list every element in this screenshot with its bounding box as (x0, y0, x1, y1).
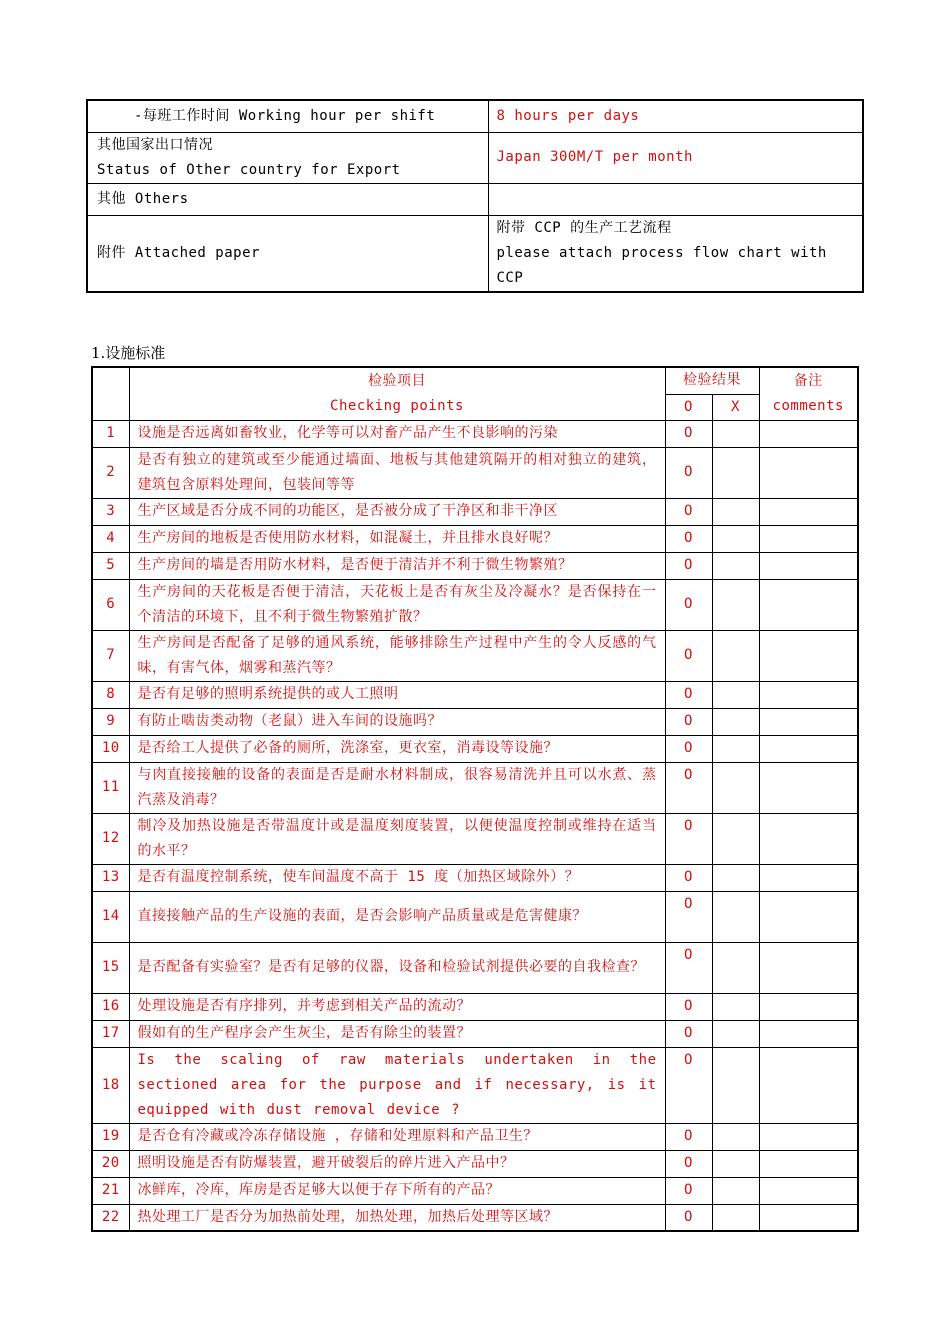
row-result-o: O (665, 630, 712, 681)
header-comments-cn: 备注 (793, 372, 823, 389)
row-number: 16 (92, 993, 129, 1020)
checklist-row (92, 630, 858, 681)
info-row-attached-paper (87, 215, 863, 292)
row-checking-point: 直接接触产品的生产设施的表面，是否会影响产品质量或是危害健康？ (129, 891, 665, 942)
row-checking-point: 生产房间是否配备了足够的通风系统，能够排除生产过程中产生的令人反感的气味，有害气体，烟雾和蒸汽等？ (129, 630, 665, 681)
row-result-x (712, 525, 759, 552)
row-checking-point: 是否配备有实验室？是否有足够的仪器，设备和检验试剂提供必要的自我检查？ (129, 942, 665, 993)
row-comment (759, 891, 858, 942)
header-result-o: O (665, 394, 712, 420)
row-result-x (712, 552, 759, 579)
header-comments (759, 367, 858, 420)
checklist-row (92, 1047, 858, 1123)
row-comment (759, 1020, 858, 1047)
row-result-o: O (665, 1123, 712, 1150)
row-comment (759, 498, 858, 525)
row-number: 6 (92, 579, 129, 630)
checklist-row (92, 1150, 858, 1177)
row-number: 21 (92, 1177, 129, 1204)
row-result-x (712, 762, 759, 813)
row-number: 14 (92, 891, 129, 942)
row-number: 4 (92, 525, 129, 552)
info-value-others (488, 183, 863, 215)
row-comment (759, 813, 858, 864)
info-label-export-status-en: Status of Other country for Export (97, 161, 401, 178)
row-number: 7 (92, 630, 129, 681)
row-checking-point: 冰鲜库，冷库，库房是否足够大以便于存下所有的产品？ (129, 1177, 665, 1204)
row-checking-point: 是否有足够的照明系统提供的或人工照明 (129, 681, 665, 708)
checklist-row (92, 447, 858, 498)
row-result-o: O (665, 552, 712, 579)
row-number: 12 (92, 813, 129, 864)
row-number: 10 (92, 735, 129, 762)
row-result-o: O (665, 681, 712, 708)
row-checking-point: 有防止啮齿类动物（老鼠）进入车间的设施吗？ (129, 708, 665, 735)
row-result-o: O (665, 1047, 712, 1123)
row-result-x (712, 1204, 759, 1231)
header-comments-en: comments (772, 397, 844, 414)
row-result-x (712, 813, 759, 864)
row-comment (759, 420, 858, 447)
checklist-row (92, 942, 858, 993)
attached-paper-cn: 附带 CCP 的生产工艺流程 (496, 219, 672, 236)
row-checking-point: 生产房间的天花板是否便于清洁，天花板上是否有灰尘及冷凝水？是否保持在一个清洁的环境下，且不利于微生物繁殖扩散？ (129, 579, 665, 630)
row-result-x (712, 1123, 759, 1150)
row-comment (759, 993, 858, 1020)
row-result-x (712, 891, 759, 942)
header-result: 检验结果 (665, 367, 759, 394)
row-checking-point: 是否有独立的建筑或至少能通过墙面、地板与其他建筑隔开的相对独立的建筑，建筑包含原料处理间，包装间等等 (129, 447, 665, 498)
info-row-others (87, 183, 863, 215)
row-comment (759, 579, 858, 630)
row-comment (759, 1150, 858, 1177)
row-result-x (712, 708, 759, 735)
row-number: 22 (92, 1204, 129, 1231)
row-checking-point: 制冷及加热设施是否带温度计或是温度刻度装置，以便使温度控制或维持在适当的水平？ (129, 813, 665, 864)
header-result-x: X (712, 394, 759, 420)
info-label-working-hours: -每班工作时间 Working hour per shift (87, 100, 488, 132)
row-checking-point: 照明设施是否有防爆装置，避开破裂后的碎片进入产品中？ (129, 1150, 665, 1177)
row-result-x (712, 942, 759, 993)
row-result-o: O (665, 891, 712, 942)
row-result-o: O (665, 1020, 712, 1047)
checklist-row (92, 681, 858, 708)
row-number: 9 (92, 708, 129, 735)
row-comment (759, 1047, 858, 1123)
row-number: 13 (92, 864, 129, 891)
row-comment (759, 735, 858, 762)
row-comment (759, 525, 858, 552)
checklist-row (92, 762, 858, 813)
row-number: 1 (92, 420, 129, 447)
row-result-x (712, 1047, 759, 1123)
header-checking-points (129, 367, 665, 420)
row-result-o: O (665, 762, 712, 813)
row-result-x (712, 864, 759, 891)
row-comment (759, 630, 858, 681)
checklist-row (92, 864, 858, 891)
row-checking-point: 是否有温度控制系统，使车间温度不高于 15 度（加热区域除外）？ (129, 864, 665, 891)
checklist-row (92, 1177, 858, 1204)
info-value-export-status: Japan 300M/T per month (488, 132, 863, 183)
row-comment (759, 681, 858, 708)
info-label-export-status (87, 132, 488, 183)
row-checking-point: 是否给工人提供了必备的厕所，洗涤室，更衣室，消毒设等设施？ (129, 735, 665, 762)
row-result-o: O (665, 813, 712, 864)
row-number: 17 (92, 1020, 129, 1047)
row-result-x (712, 447, 759, 498)
row-checking-point: 热处理工厂是否分为加热前处理，加热处理，加热后处理等区域？ (129, 1204, 665, 1231)
info-row-export-status (87, 132, 863, 183)
header-number-cell (92, 367, 129, 420)
row-comment (759, 552, 858, 579)
section-title: 1.设施标准 (91, 344, 166, 362)
row-result-o: O (665, 864, 712, 891)
checklist-row (92, 552, 858, 579)
row-number: 19 (92, 1123, 129, 1150)
row-checking-point: 生产房间的地板是否使用防水材料，如混凝土，并且排水良好呢？ (129, 525, 665, 552)
row-result-x (712, 498, 759, 525)
row-checking-point: 设施是否远离如畜牧业，化学等可以对畜产品产生不良影响的污染 (129, 420, 665, 447)
info-value-working-hours: 8 hours per days (488, 100, 863, 132)
row-comment (759, 942, 858, 993)
checklist-row (92, 579, 858, 630)
row-comment (759, 1177, 858, 1204)
checklist-row (92, 708, 858, 735)
checklist-row (92, 1123, 858, 1150)
row-result-x (712, 420, 759, 447)
row-result-x (712, 993, 759, 1020)
checklist-row (92, 1020, 858, 1047)
row-result-o: O (665, 1150, 712, 1177)
row-comment (759, 447, 858, 498)
row-comment (759, 708, 858, 735)
row-number: 20 (92, 1150, 129, 1177)
row-checking-point: 生产房间的墙是否用防水材料，是否便于清洁并不利于微生物繁殖？ (129, 552, 665, 579)
info-label-others: 其他 Others (87, 183, 488, 215)
info-label-attached-paper: 附件 Attached paper (87, 215, 488, 292)
row-result-o: O (665, 447, 712, 498)
row-checking-point: 假如有的生产程序会产生灰尘，是否有除尘的装置？ (129, 1020, 665, 1047)
row-number: 8 (92, 681, 129, 708)
row-result-x (712, 630, 759, 681)
row-checking-point: 与肉直接接触的设备的表面是否是耐水材料制成，很容易清洗并且可以水煮、蒸汽蒸及消毒？ (129, 762, 665, 813)
checklist-row (92, 891, 858, 942)
checklist-row (92, 420, 858, 447)
row-checking-point: 生产区域是否分成不同的功能区，是否被分成了干净区和非干净区 (129, 498, 665, 525)
checklist-row (92, 525, 858, 552)
checklist-row (92, 1204, 858, 1231)
row-result-o: O (665, 525, 712, 552)
header-checking-points-cn: 检验项目 (368, 372, 426, 389)
row-checking-point: 处理设施是否有序排列，并考虑到相关产品的流动？ (129, 993, 665, 1020)
row-result-o: O (665, 1204, 712, 1231)
info-row-working-hours (87, 100, 863, 132)
attached-paper-en-2: CCP (496, 269, 524, 286)
row-result-o: O (665, 498, 712, 525)
row-result-o: O (665, 942, 712, 993)
row-comment (759, 762, 858, 813)
row-checking-point: Is the scaling of raw materials undertaken in the sectioned area for the purpose and if necessary, is it equipped with dust removal device ? (129, 1047, 665, 1123)
row-number: 11 (92, 762, 129, 813)
row-number: 18 (92, 1047, 129, 1123)
row-result-x (712, 1177, 759, 1204)
checklist-row (92, 993, 858, 1020)
row-result-o: O (665, 579, 712, 630)
checklist-row (92, 498, 858, 525)
checklist-header-row-1 (92, 367, 858, 394)
row-result-o: O (665, 1177, 712, 1204)
attached-paper-en-1: please attach process flow chart with (496, 244, 827, 261)
checklist-row (92, 735, 858, 762)
header-checking-points-en: Checking points (330, 397, 464, 414)
row-number: 3 (92, 498, 129, 525)
row-result-x (712, 579, 759, 630)
checklist-row (92, 813, 858, 864)
row-result-o: O (665, 708, 712, 735)
row-number: 2 (92, 447, 129, 498)
facility-checklist-table (91, 366, 859, 1232)
row-result-x (712, 1020, 759, 1047)
row-comment (759, 864, 858, 891)
row-checking-point: 是否仓有冷藏或冷冻存储设施 ，存储和处理原料和产品卫生？ (129, 1123, 665, 1150)
info-label-export-status-cn: 其他国家出口情况 (97, 136, 213, 153)
row-number: 5 (92, 552, 129, 579)
row-number: 15 (92, 942, 129, 993)
row-comment (759, 1204, 858, 1231)
row-comment (759, 1123, 858, 1150)
row-result-x (712, 681, 759, 708)
row-result-o: O (665, 735, 712, 762)
row-result-x (712, 1150, 759, 1177)
row-result-o: O (665, 993, 712, 1020)
row-result-x (712, 735, 759, 762)
info-value-attached-paper (488, 215, 863, 292)
row-result-o: O (665, 420, 712, 447)
info-table (86, 99, 864, 293)
